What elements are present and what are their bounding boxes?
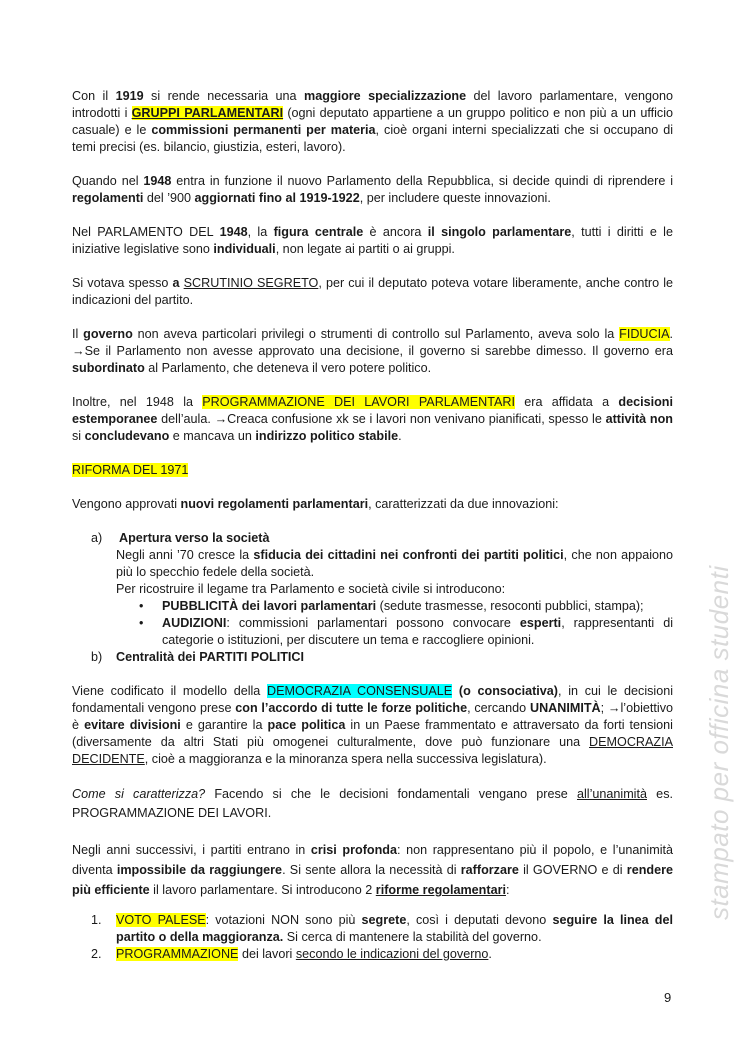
highlighted-text: DEMOCRAZIA CONSENSUALE — [267, 684, 453, 698]
text-run: , che non appaiono più lo specchio fedele della società. — [116, 548, 674, 579]
page-number: 9 — [664, 990, 672, 1005]
innovation-a-body — [116, 547, 673, 581]
text-run: , cioè a maggioranza e la minoranza spera nella successiva legislatura). — [144, 752, 547, 766]
text-run: dei lavori — [238, 947, 296, 961]
text-run: Con il — [72, 89, 116, 103]
highlighted-text: FIDUCIA — [619, 327, 670, 341]
emphasized-text: all’unanimità — [576, 787, 647, 801]
text-run: , rappresentanti di categorie o istituzioni, per discutere un tema e raccogliere opinioni. — [162, 616, 673, 647]
text-run: , non legate ai partiti o ai gruppi. — [275, 242, 455, 256]
text-run: Vengono approvati — [72, 497, 181, 511]
paragraph-programmazione — [72, 394, 673, 445]
innovation-title: Centralità dei PARTITI POLITICI — [116, 650, 304, 664]
emphasized-text: maggiore specializzazione — [304, 89, 467, 103]
text-run: , la — [247, 225, 274, 239]
text-run: : — [505, 883, 510, 897]
emphasized-text: subordinato — [72, 361, 145, 375]
paragraph-democrazia-consensuale — [72, 683, 673, 768]
paragraph-crisi-partiti — [72, 840, 673, 900]
emphasized-text: impossibile da raggiungere — [116, 863, 283, 877]
innovation-a — [91, 530, 673, 547]
highlighted-text: GRUPPI PARLAMENTARI — [131, 106, 284, 120]
text-run: , cioè organi interni specializzati che si occupano di temi precisi (es. bilancio, giustizia, esteri, lavoro). — [72, 123, 673, 154]
text-run: del ’900 — [143, 191, 195, 205]
innovation-b — [91, 649, 673, 666]
text-run: Il — [72, 327, 84, 341]
emphasized-text: SCRUTINIO SEGRETO — [183, 276, 319, 290]
paragraph-scrutinio-segreto — [72, 275, 673, 309]
emphasized-text: figura centrale — [273, 225, 364, 239]
heading-riforma-1971 — [72, 462, 673, 479]
emphasized-text: il singolo parlamentare — [427, 225, 572, 239]
innovation-title: Apertura verso la società — [119, 531, 270, 545]
text-run: : commissioni parlamentari possono convocare — [226, 616, 520, 630]
innovations-list — [72, 530, 673, 666]
reforms-list — [72, 912, 673, 963]
emphasized-text: 1948 — [143, 174, 172, 188]
emphasized-text: decisioni estemporanee — [72, 395, 673, 426]
emphasized-text: commissioni permanenti per materia — [151, 123, 376, 137]
bullet-item-audizioni — [139, 615, 673, 649]
emphasized-text: riforme regolamentari — [375, 883, 506, 897]
emphasized-text: 1919 — [115, 89, 144, 103]
emphasized-text: regolamenti — [72, 191, 144, 205]
text-run: ; →l’obiettivo è — [72, 701, 673, 732]
emphasized-text: con l’accordo di tutte le forze politiche — [235, 701, 468, 715]
text-run: . — [398, 429, 402, 443]
emphasized-text: (o consociativa) — [458, 684, 558, 698]
innovation-a-intro — [116, 581, 673, 598]
emphasized-text: individuali — [213, 242, 276, 256]
reform-item-voto-palese — [91, 912, 673, 946]
bullet-icon: • — [139, 616, 144, 630]
bullet-icon: • — [139, 599, 144, 613]
highlighted-text: RIFORMA DEL 1971 — [72, 463, 189, 477]
text-run: Si cerca di mantenere la stabilità del governo. — [283, 930, 542, 944]
emphasized-text: secondo le indicazioni del governo — [295, 947, 489, 961]
text-run: in un Paese frammentato e attraversato da forti tensioni (diversamente da altri Stati più omogenei culturalmente, dove può funzionare una — [72, 718, 673, 749]
text-run: , così i deputati devono — [406, 913, 553, 927]
emphasized-text: rafforzare — [460, 863, 519, 877]
bullet-text — [162, 598, 673, 615]
list-marker: 2. — [91, 947, 102, 961]
emphasized-text: esperti — [519, 616, 562, 630]
emphasized-text: segrete — [361, 913, 407, 927]
list-marker: b) — [91, 650, 103, 664]
emphasized-text: evitare divisioni — [84, 718, 181, 732]
text-run: . →Se il Parlamento non avesse approvato una decisione, il governo si sarebbe dimesso. Il governo era — [72, 327, 673, 358]
text-run: : votazioni NON sono più — [205, 913, 362, 927]
text-run: entra in funzione il nuovo Parlamento della Repubblica, si decide quindi di riprendere i — [171, 174, 673, 188]
text-run — [452, 684, 459, 698]
text-run: Per ricostruire il legame tra Parlamento e società civile si introducono: — [116, 582, 506, 596]
text-run: , per includere queste innovazioni. — [359, 191, 551, 205]
text-run: es. PROGRAMMAZIONE DEI LAVORI. — [72, 787, 673, 820]
emphasized-text: indirizzo politico stabile — [255, 429, 399, 443]
emphasized-text: crisi profonda — [310, 843, 397, 857]
emphasized-text: concludevano — [84, 429, 170, 443]
emphasized-text: attività non — [605, 412, 673, 426]
paragraph-gruppi-parlamentari — [72, 88, 673, 156]
text-run: il lavoro parlamentare. Si introducono 2 — [149, 883, 376, 897]
text-run: non aveva particolari privilegi o strumenti di controllo sul Parlamento, aveva solo la — [132, 327, 620, 341]
text-run: Negli anni successivi, i partiti entrano in — [72, 843, 311, 857]
text-run: Inoltre, nel 1948 la — [72, 395, 203, 409]
document-body — [72, 88, 673, 980]
emphasized-text: rendere più efficiente — [72, 863, 673, 897]
highlighted-text: PROGRAMMAZIONE — [116, 947, 239, 961]
text-run: del lavoro parlamentare, vengono introdotti i — [72, 89, 673, 120]
text-run: , tutti i diritti e le iniziative legislative sono — [72, 225, 673, 256]
reform-item-programmazione — [91, 946, 673, 963]
paragraph-governo-fiducia — [72, 326, 673, 377]
text-run: si rende necessaria una — [143, 89, 304, 103]
text-run: (sedute trasmesse, resoconti pubblici, stampa); — [376, 599, 644, 613]
text-run: e mancava un — [169, 429, 256, 443]
paragraph-parlamento-1948 — [72, 224, 673, 258]
emphasized-text: PUBBLICITÀ dei lavori parlamentari — [162, 599, 377, 613]
paragraph-nuovi-regolamenti — [72, 496, 673, 513]
bullet-text — [162, 615, 673, 649]
text-run: si — [72, 429, 85, 443]
emphasized-text: DEMOCRAZIA DECIDENTE — [72, 735, 673, 766]
highlighted-text: PROGRAMMAZIONE DEI LAVORI PARLAMENTARI — [202, 395, 515, 409]
text-run: Nel PARLAMENTO DEL — [72, 225, 220, 239]
emphasized-text: a — [172, 276, 180, 290]
list-marker: a) — [91, 531, 103, 545]
text-run: Si votava spesso — [72, 276, 173, 290]
text-run: . Si sente allora la necessità di — [282, 863, 461, 877]
paragraph-regolamenti-1948 — [72, 173, 673, 207]
text-run: e garantire la — [180, 718, 268, 732]
bullet-item-pubblicita — [139, 598, 673, 615]
bullet-list — [116, 598, 673, 649]
text-run: era affidata a — [514, 395, 619, 409]
text-run: , cercando — [467, 701, 530, 715]
emphasized-text: 1948 — [219, 225, 248, 239]
emphasized-text: governo — [83, 327, 133, 341]
emphasized-text: pace politica — [267, 718, 346, 732]
text-run: al Parlamento, che deteneva il vero potere politico. — [144, 361, 432, 375]
reform-text — [116, 912, 673, 946]
text-run: , per cui il deputato poteva votare liberamente, anche contro le indicazioni del partito. — [72, 276, 674, 307]
paragraph-come-si-caratterizza — [72, 785, 673, 823]
emphasized-text: aggiornati fino al 1919-1922 — [194, 191, 360, 205]
text-run: Negli anni ’70 cresce la — [116, 548, 254, 562]
text-run: è ancora — [363, 225, 428, 239]
text-run: , in cui le decisioni fondamentali vengono prese — [72, 684, 674, 715]
reform-text — [116, 946, 673, 963]
text-run: . — [488, 947, 492, 961]
emphasized-text: AUDIZIONI — [162, 616, 227, 630]
highlighted-text: VOTO PALESE — [116, 913, 206, 927]
list-marker: 1. — [91, 913, 102, 927]
text-run: , caratterizzati da due innovazioni: — [368, 497, 559, 511]
emphasized-text: seguire la linea del partito o della maggioranza. — [116, 913, 673, 944]
text-run: : non rappresentano più il popolo, e l’unanimità diventa — [72, 843, 673, 877]
emphasized-text: UNANIMITÀ — [529, 701, 601, 715]
text-run: Facendo si che le decisioni fondamentali vengano prese — [205, 787, 577, 801]
text-run: Viene codificato il modello della — [72, 684, 268, 698]
text-run: dell’aula. →Creaca confusione xk se i lavori non venivano pianificati, spesso le — [157, 412, 606, 426]
text-run: il GOVERNO e di — [518, 863, 627, 877]
text-run: (ogni deputato appartiene a un gruppo politico e non più a un ufficio casuale) e le — [72, 106, 673, 137]
emphasized-text: nuovi regolamenti parlamentari — [180, 497, 369, 511]
text-run: Quando nel — [72, 174, 144, 188]
emphasized-text: Come si caratterizza? — [72, 787, 206, 801]
watermark: stampato per officina studenti — [704, 565, 734, 920]
emphasized-text: sfiducia dei cittadini nei confronti dei partiti politici — [253, 548, 564, 562]
